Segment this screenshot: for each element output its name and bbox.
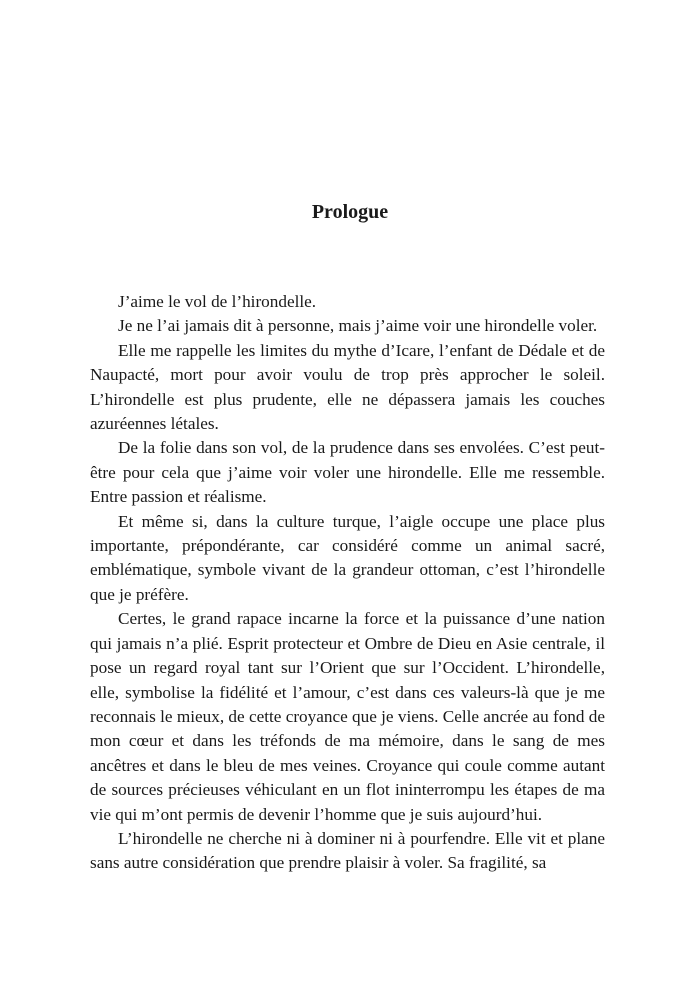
paragraph: Et même si, dans la culture turque, l’aigle occupe une place plus importante, prépondérante, car considéré comme un animal sacré, emblématique, symbole vivant de la grandeur ottoman, c’est l’hirondelle que je préfère. bbox=[90, 511, 605, 604]
paragraph: Elle me rappelle les limites du mythe d’Icare, l’enfant de Dédale et de Naupacté, mort pour avoir voulu de trop près approcher le soleil. L’hirondelle est plus prudente, elle ne dépassera jamais les couches azuréennes létales. bbox=[90, 340, 605, 434]
paragraph: Certes, le grand rapace incarne la force et la puissance d’une nation qui jamais n’a plié. Esprit protecteur et Ombre de Dieu en Asie centrale, il pose un regard royal tant sur l’Orient que sur l’Occident. L’hirondelle, elle, symbolise la fidélité et l’amour, c’est dans ces valeurs-là que je me reconnais le mieux, de cette croyance que je viens. Celle ancrée au fond de mon cœur et dans les tréfonds de ma mémoire, dans le sang de mes ancêtres et dans le bleu de mes veines. Croyance qui coule comme autant de sources précieuses véhiculant en un flot ininterrompu les étapes de ma vie qui m’ont permis de devenir l’homme que je suis aujourd’hui. bbox=[90, 609, 605, 824]
paragraph: De la folie dans son vol, de la prudence dans ses envolées. C’est peut-être pour cela que j’aime voir voler une hirondelle. Elle me ressemble. Entre passion et réalisme. bbox=[90, 438, 605, 507]
paragraph: J’aime le vol de l’hirondelle. bbox=[118, 292, 317, 311]
paragraph: Je ne l’ai jamais dit à personne, mais j’aime voir une hirondelle voler. bbox=[118, 316, 598, 336]
chapter-title: Prologue bbox=[311, 201, 389, 223]
paragraph: L’hirondelle ne cherche ni à dominer ni à pourfendre. Elle vit et plane sans autre considération que prendre plaisir à voler. Sa fragilité, sa bbox=[90, 828, 605, 873]
chapter-body bbox=[90, 290, 605, 876]
